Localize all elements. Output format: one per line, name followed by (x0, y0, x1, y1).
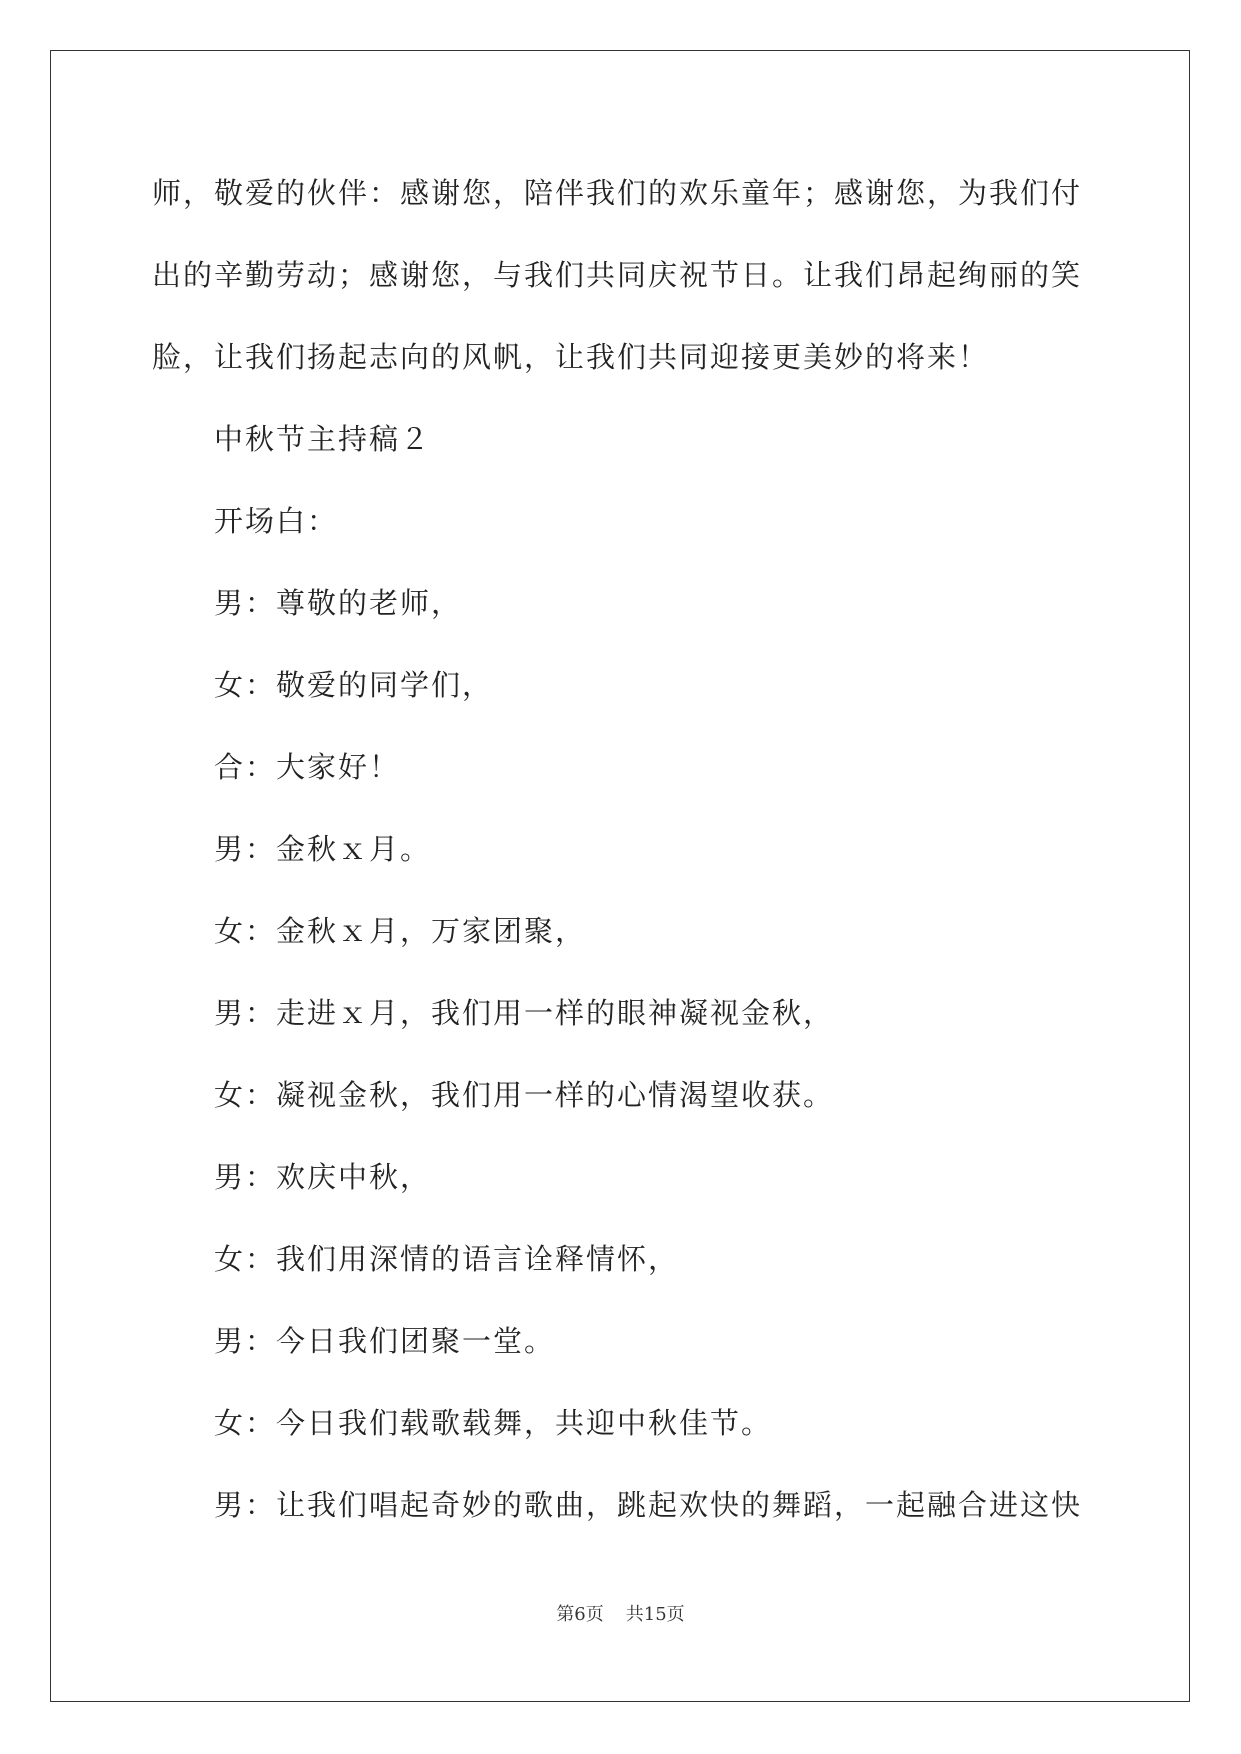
text-line: 脸，让我们扬起志向的风帆，让我们共同迎接更美妙的将来！ (152, 340, 990, 374)
current-page-label: 第6页 (556, 1604, 604, 1625)
dialogue-line: 男：金秋ｘ月。 (214, 832, 432, 866)
dialogue-line: 女：今日我们载歌载舞，共迎中秋佳节。 (214, 1406, 773, 1440)
text-line: 出的辛勤劳动；感谢您，与我们共同庆祝节日。让我们昂起绚丽的笑 (152, 258, 1083, 292)
subheading: 开场白： (214, 504, 339, 538)
document-body (152, 152, 1092, 1546)
section-title: 中秋节主持稿２ (214, 422, 432, 456)
dialogue-line: 女：金秋ｘ月，万家团聚， (214, 914, 587, 948)
dialogue-line: 女：敬爱的同学们， (214, 668, 494, 702)
dialogue-line: 女：凝视金秋，我们用一样的心情渴望收获。 (214, 1078, 835, 1112)
dialogue-line: 男：让我们唱起奇妙的歌曲，跳起欢快的舞蹈，一起融合进这快 (214, 1488, 1083, 1522)
dialogue-line: 男：今日我们团聚一堂。 (214, 1324, 556, 1358)
total-pages-label: 共15页 (625, 1604, 685, 1625)
dialogue-line: 男：尊敬的老师， (214, 586, 463, 620)
page-footer (0, 1600, 1241, 1626)
dialogue-line: 女：我们用深情的语言诠释情怀， (214, 1242, 680, 1276)
dialogue-line: 男：欢庆中秋， (214, 1160, 432, 1194)
dialogue-line: 男：走进ｘ月，我们用一样的眼神凝视金秋， (214, 996, 835, 1030)
text-line: 师，敬爱的伙伴：感谢您，陪伴我们的欢乐童年；感谢您，为我们付 (152, 176, 1083, 210)
dialogue-line: 合：大家好！ (214, 750, 401, 784)
